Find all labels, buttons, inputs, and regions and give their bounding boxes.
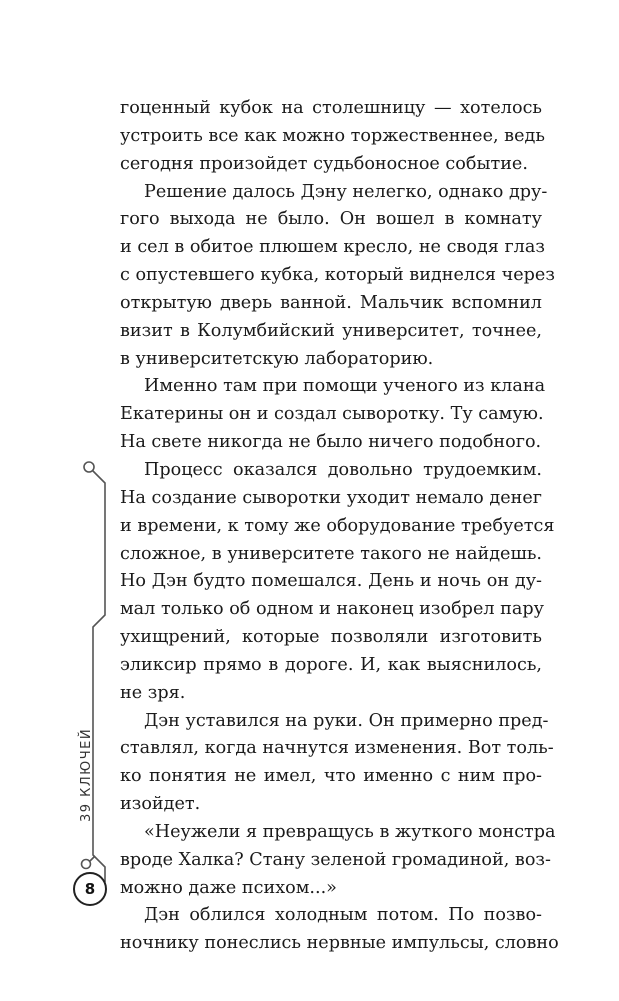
- text-line: в университетскую лабораторию.: [120, 348, 434, 369]
- text-line: сложное, в университете такого не найдешь.: [120, 543, 542, 564]
- series-label: 39 КЛЮЧЕЙ: [79, 727, 94, 822]
- text-line: «Неужели я превращусь в жуткого монстра: [144, 821, 556, 842]
- text-line: открытую дверь ванной. Мальчик вспомнил: [120, 292, 542, 313]
- text-line: ко понятия не имел, что именно с ним про-: [120, 766, 542, 787]
- text-line: и времени, к тому же оборудование требуется: [120, 515, 555, 536]
- text-line: можно даже психом...»: [120, 877, 337, 898]
- text-line: визит в Колумбийский университет, точнее,: [120, 320, 542, 341]
- text-line: сегодня произойдет судьбоносное событие.: [120, 153, 528, 174]
- text-line: с опустевшего кубка, который виднелся через: [120, 265, 555, 286]
- text-line: Дэн уставился на руки. Он примерно пред-: [144, 710, 549, 731]
- text-line: Именно там при помощи ученого из клана: [144, 376, 546, 397]
- text-line: ставлял, когда начнутся изменения. Вот толь-: [120, 738, 554, 759]
- text-line: вроде Халка? Стану зеленой громадиной, воз-: [120, 849, 551, 870]
- text-line: На свете никогда не было ничего подобного.: [120, 432, 542, 453]
- text-line: мал только об одном и наконец изобрел пару: [120, 599, 544, 620]
- body-text: [120, 95, 559, 958]
- page-number: 8: [73, 872, 107, 906]
- text-line: не зря.: [120, 682, 186, 703]
- text-line: эликсир прямо в дороге. И, как выяснилось,: [120, 654, 542, 675]
- text-line: устроить все как можно торжественнее, ведь: [120, 125, 545, 146]
- text-line: гого выхода не было. Он вошел в комнату: [120, 209, 542, 230]
- text-line: Екатерины он и создал сыворотку. Ту самую.: [120, 404, 544, 425]
- text-line: изойдет.: [120, 794, 201, 815]
- text-line: Дэн облился холодным потом. По позво-: [144, 905, 542, 926]
- text-line: ночнику понеслись нервные импульсы, словно: [120, 933, 559, 954]
- text-line: На создание сыворотки уходит немало денег: [120, 487, 542, 508]
- text-line: и сел в обитое плюшем кресло, не сводя глаз: [120, 237, 545, 258]
- text-line: Но Дэн будто помешался. День и ночь он ду-: [120, 571, 542, 592]
- text-line: Процесс оказался довольно трудоемким.: [144, 459, 542, 480]
- text-line: Решение далось Дэну нелегко, однако дру-: [144, 181, 548, 202]
- text-line: гоценный кубок на столешницу — хотелось: [120, 98, 542, 118]
- text-line: ухищрений, которые позволяли изготовить: [120, 627, 542, 648]
